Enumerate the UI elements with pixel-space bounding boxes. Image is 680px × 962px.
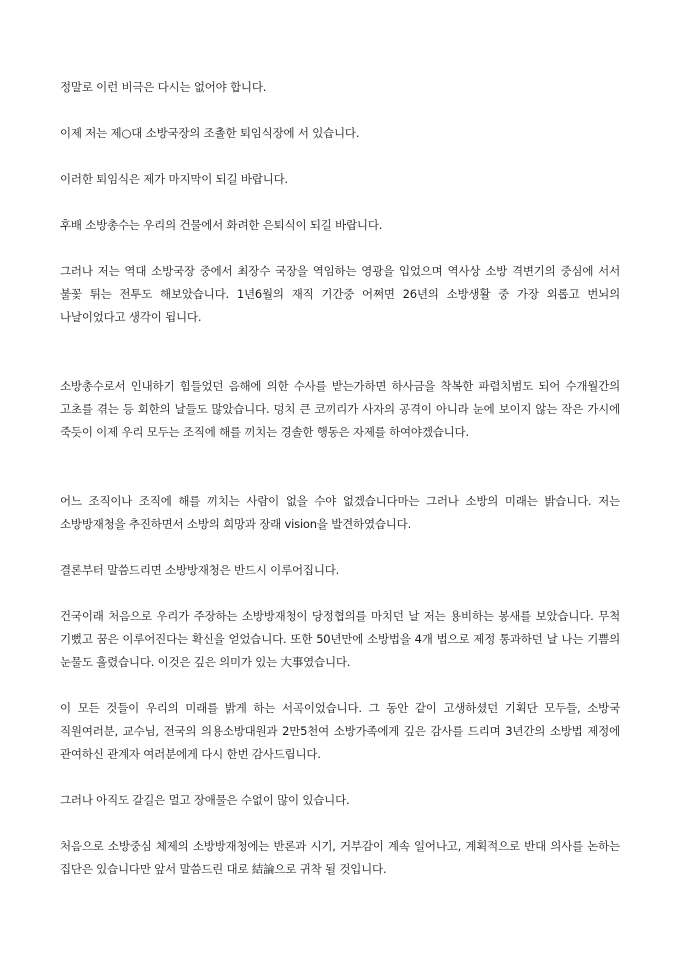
document-body <box>60 76 620 881</box>
paragraph-8: 결론부터 말씀드리면 소방방재청은 반드시 이루어집니다. <box>60 563 340 577</box>
paragraph-10: 이 모든 것들이 우리의 미래를 밝게 하는 서곡이었습니다. 그 동안 같이 고생하셨던 기획단 모두들, 소방국 직원여러분, 교수님, 전국의 의용소방대원과 2만5천여 소방가족에게 깊은 감사를 드리며 3년간의 소방법 제정에 관여하신 관계자 여러분에게 다시 한번 감사드립니다. <box>60 701 620 761</box>
paragraph-5: 그러나 저는 역대 소방국장 중에서 최장수 국장을 역임하는 영광을 입었으며 역사상 소방 격변기의 중심에 서서 불꽃 튀는 전투도 해보았습니다. 1년6월의 재직 기간중 어쩌면 26년의 소방생활 중 가장 외롭고 번뇌의 나날이었다고 생각이 됩니다. <box>60 264 620 324</box>
paragraph-3: 이러한 퇴임식은 제가 마지막이 되길 바랍니다. <box>60 172 289 186</box>
paragraph-9: 건국이래 처음으로 우리가 주장하는 소방방재청이 당정협의를 마치던 날 저는 용비하는 봉새를 보았습니다. 무척 기뻤고 꿈은 이루어진다는 확신을 얻었습니다. 또한 50년만에 소방법을 4개 법으로 제정 통과하던 날 나는 기쁨의 눈물도 흘렸습니다. 이것은 깊은 의미가 있는 大事였습니다. <box>60 609 620 669</box>
paragraph-4: 후배 소방총수는 우리의 건물에서 화려한 은퇴식이 되길 바랍니다. <box>60 218 383 232</box>
paragraph-11: 그러나 아직도 갈길은 멀고 장애물은 수없이 많이 있습니다. <box>60 793 350 807</box>
paragraph-2: 이제 저는 제○대 소방국장의 조촐한 퇴임식장에 서 있습니다. <box>60 126 360 140</box>
paragraph-12: 처음으로 소방중심 체제의 소방방재청에는 반론과 시기, 거부감이 계속 일어나고, 계획적으로 반대 의사를 논하는 집단은 있습니다만 앞서 말씀드린 대로 結論으로 귀착 될 것입니다. <box>60 839 620 876</box>
paragraph-6: 소방총수로서 인내하기 힘들었던 음해에 의한 수사를 받는가하면 하사금을 착복한 파렴치범도 되어 수개월간의 고초를 겪는 등 회한의 날들도 많았습니다. 덩치 큰 코끼리가 사자의 공격이 아니라 눈에 보이지 않는 작은 가시에 죽듯이 이제 우리 모두는 조직에 해를 끼치는 경솔한 행동은 자제를 하여야겠습니다. <box>60 379 620 439</box>
paragraph-7: 어느 조직이나 조직에 해를 끼치는 사람이 없을 수야 없겠습니다마는 그러나 소방의 미래는 밝습니다. 저는 소방방재청을 추진하면서 소방의 희망과 장래 vision을 발견하였습니다. <box>60 494 620 531</box>
paragraph-1: 정말로 이런 비극은 다시는 없어야 합니다. <box>60 80 267 94</box>
